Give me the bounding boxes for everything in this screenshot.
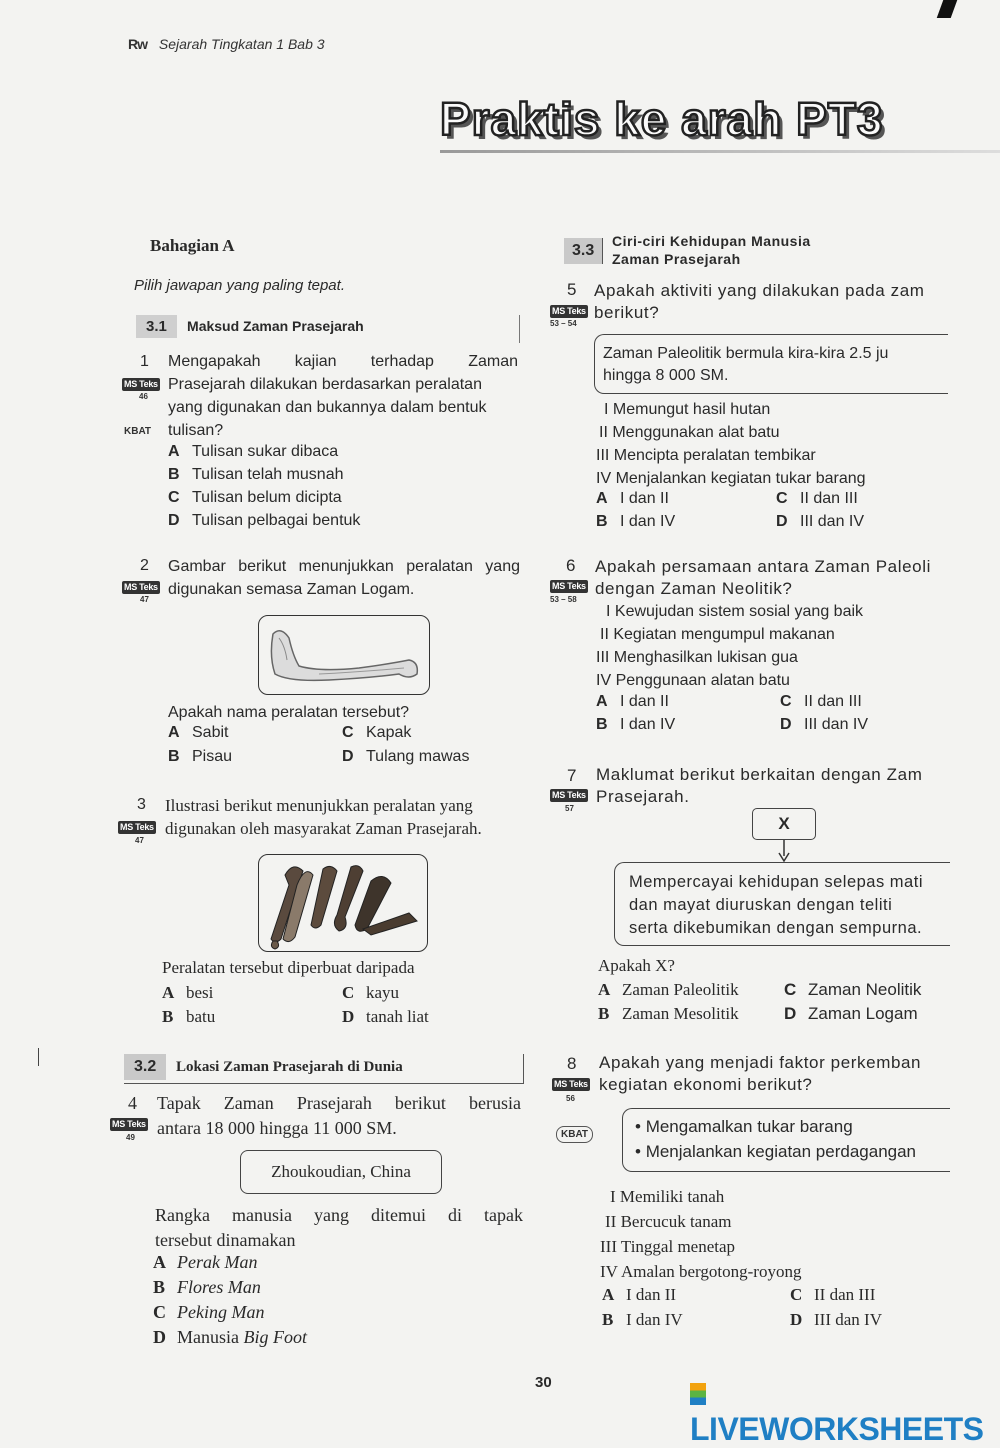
- text-line: Ilustrasi berikut menunjukkan peralatan yang: [165, 796, 473, 815]
- option-letter: D: [776, 513, 788, 530]
- option-letter: B: [168, 466, 180, 483]
- option-text: Zaman Mesolitik: [622, 1004, 739, 1023]
- question-6-text: [595, 556, 955, 600]
- statement: III Tinggal menetap: [600, 1237, 736, 1256]
- option-text: I dan IV: [626, 1310, 683, 1329]
- option-letter: A: [598, 980, 611, 999]
- statement: III Menghasilkan lukisan gua: [596, 649, 798, 666]
- subsection-3-1: [136, 315, 520, 343]
- option-text: Zaman Neolitik: [808, 980, 922, 999]
- question-number: 3: [137, 796, 146, 813]
- option-letter: A: [162, 983, 175, 1002]
- option-d[interactable]: [790, 1310, 882, 1330]
- statement: IV Penggunaan alatan batu: [596, 672, 790, 689]
- stone-tools-icon: [259, 855, 427, 951]
- option-text: I dan II: [626, 1285, 677, 1304]
- option-letter: C: [776, 490, 788, 507]
- option-d[interactable]: [342, 748, 469, 766]
- statement: III Mencipta peralatan tembikar: [596, 447, 816, 464]
- statement: I Memiliki tanah: [610, 1187, 725, 1206]
- question-4-prompt: [155, 1203, 523, 1253]
- option-text: III dan IV: [814, 1310, 882, 1329]
- question-1-text: [168, 350, 518, 442]
- tool-image-frame: [258, 854, 428, 952]
- x-box: X: [752, 808, 816, 840]
- option-text: Zaman Paleolitik: [622, 980, 739, 999]
- text-line: dan mayat diuruskan dengan teliti: [629, 896, 893, 914]
- option-d[interactable]: [342, 1007, 429, 1027]
- subsection-3-3: [564, 232, 884, 270]
- option-text: batu: [186, 1007, 216, 1026]
- option-a[interactable]: [168, 443, 338, 461]
- brand-logo[interactable]: [690, 1374, 1000, 1448]
- option-text: Tulisan pelbagai bentuk: [192, 512, 361, 529]
- page-ref: 46: [139, 392, 148, 401]
- question-number: 7: [567, 766, 577, 785]
- statement: I Kewujudan sistem sosial yang baik: [606, 603, 864, 620]
- question-7-text: [596, 764, 956, 808]
- page-ref: 56: [566, 1094, 575, 1103]
- question-number: 8: [567, 1054, 577, 1073]
- question-number: 1: [140, 353, 149, 370]
- ms-teks-badge: MS Teks: [120, 822, 154, 832]
- margin-mark: [38, 1048, 39, 1066]
- option-letter: D: [342, 748, 354, 765]
- option-letter: C: [342, 983, 355, 1002]
- subsection-number: 3.1: [136, 315, 177, 338]
- question-5-text: [594, 280, 954, 324]
- option-text: I dan IV: [620, 513, 676, 530]
- page-ref: 49: [126, 1133, 135, 1142]
- kbat-badge: KBAT: [556, 1126, 593, 1143]
- option-b[interactable]: [596, 513, 675, 531]
- ms-teks-badge: MS Teks: [552, 581, 586, 591]
- option-text: II dan III: [800, 490, 858, 507]
- question-2-prompt: Apakah nama peralatan tersebut?: [168, 704, 410, 721]
- option-letter: D: [153, 1327, 166, 1347]
- statement: IV Amalan bergotong-royong: [600, 1262, 802, 1281]
- option-text: tanah liat: [366, 1007, 429, 1026]
- option-letter: B: [596, 716, 608, 733]
- liveworksheets-logo-icon: [690, 1383, 706, 1405]
- option-text: Tulisan sukar dibaca: [192, 443, 339, 460]
- instruction: Pilih jawapan yang paling tepat.: [134, 277, 345, 294]
- info-box: [594, 334, 948, 394]
- option-text: I dan II: [620, 490, 669, 507]
- option-text: Big Foot: [243, 1327, 307, 1347]
- text-line: yang digunakan dan bukannya dalam bentuk: [168, 399, 487, 416]
- option-text: III dan IV: [800, 513, 865, 530]
- option-letter: A: [168, 443, 180, 460]
- question-number: 5: [567, 280, 577, 299]
- running-head: [128, 36, 325, 52]
- bullet-item: • Menjalankan kegiatan perdagangan: [635, 1142, 917, 1161]
- option-c[interactable]: [153, 1302, 264, 1323]
- option-b[interactable]: [162, 1007, 215, 1027]
- text-line: Zaman Prasejarah: [612, 251, 741, 267]
- question-8-text: [599, 1052, 959, 1096]
- title-underline: [440, 150, 1000, 153]
- option-text: Tulang mawas: [366, 748, 470, 765]
- option-text: II dan III: [814, 1285, 876, 1304]
- option-letter: D: [168, 512, 180, 529]
- option-text-prefix: Manusia: [177, 1327, 244, 1347]
- text-line: Apakah yang menjadi faktor perkemban: [599, 1053, 922, 1072]
- option-b[interactable]: [168, 748, 232, 766]
- question-4-text: [157, 1091, 521, 1141]
- corner-mark: [937, 0, 958, 18]
- text-line: digunakan oleh masyarakat Zaman Prasejarah.: [165, 819, 482, 838]
- option-letter: D: [780, 716, 792, 733]
- option-d[interactable]: [780, 716, 868, 734]
- option-d[interactable]: [784, 1004, 918, 1024]
- text-line: tulisan?: [168, 422, 224, 439]
- option-d[interactable]: [776, 513, 864, 531]
- option-a[interactable]: [168, 724, 228, 742]
- bullet-item: • Mengamalkan tukar barang: [635, 1117, 853, 1136]
- option-text: kayu: [366, 983, 400, 1002]
- text-line: Apakah aktiviti yang dilakukan pada zam: [594, 281, 925, 300]
- option-letter: B: [596, 513, 608, 530]
- option-letter: B: [168, 748, 180, 765]
- statements-list: [596, 600, 863, 692]
- text-line: Mempercayai kehidupan selepas mati: [629, 873, 923, 891]
- option-a[interactable]: [598, 980, 739, 1000]
- option-letter: A: [168, 724, 180, 741]
- option-d[interactable]: [153, 1327, 307, 1348]
- tool-image-frame: [258, 615, 430, 695]
- option-text: Peking Man: [177, 1302, 265, 1322]
- option-letter: A: [153, 1252, 166, 1272]
- bullet-text: Mengamalkan tukar barang: [645, 1117, 853, 1136]
- option-letter: A: [596, 490, 608, 507]
- subsection-label: Maksud Zaman Prasejarah: [187, 318, 364, 334]
- option-b[interactable]: [602, 1310, 683, 1330]
- question-number: 2: [140, 557, 149, 574]
- option-c[interactable]: [790, 1285, 875, 1305]
- option-letter: B: [153, 1277, 166, 1297]
- option-a[interactable]: [596, 693, 669, 711]
- option-c[interactable]: [168, 489, 342, 507]
- subsection-number: 3.3: [564, 238, 603, 264]
- option-d[interactable]: [168, 512, 360, 530]
- option-c[interactable]: [780, 693, 862, 711]
- statement: II Menggunakan alat batu: [599, 424, 780, 441]
- option-letter: C: [790, 1285, 803, 1304]
- option-b[interactable]: [596, 716, 675, 734]
- subsection-label: Lokasi Zaman Prasejarah di Dunia: [176, 1059, 403, 1075]
- ms-teks-badge: MS Teks: [124, 582, 158, 592]
- option-a[interactable]: [153, 1252, 257, 1273]
- option-letter: D: [342, 1007, 355, 1026]
- question-2-text: [168, 555, 520, 601]
- subsection-number: 3.2: [124, 1054, 166, 1080]
- option-b[interactable]: [153, 1277, 261, 1298]
- option-letter: C: [780, 693, 792, 710]
- option-text: I dan IV: [620, 716, 676, 733]
- text-line: Zaman Paleolitik bermula kira-kira 2.5 ju: [603, 345, 889, 362]
- ms-teks-badge: MS Teks: [552, 790, 586, 800]
- option-text: III dan IV: [804, 716, 869, 733]
- text-line: dengan Zaman Neolitik?: [595, 579, 793, 598]
- option-text: I dan II: [620, 693, 669, 710]
- option-letter: A: [602, 1285, 615, 1304]
- question-3-prompt: Peralatan tersebut diperbuat daripada: [162, 958, 415, 977]
- option-c[interactable]: [342, 983, 399, 1003]
- option-letter: B: [598, 1004, 610, 1023]
- ms-teks-badge: MS Teks: [554, 1079, 588, 1089]
- text-line: Prasejarah dilakukan berdasarkan peralatan: [168, 376, 482, 393]
- option-letter: C: [168, 489, 180, 506]
- option-letter: B: [602, 1310, 614, 1329]
- ms-teks-badge: MS Teks: [552, 306, 586, 316]
- option-text: Pisau: [192, 748, 233, 765]
- option-a[interactable]: [162, 983, 213, 1003]
- option-text: Tulisan telah musnah: [192, 466, 344, 483]
- site-box: Zhoukoudian, China: [240, 1150, 442, 1194]
- text-line: digunakan semasa Zaman Logam.: [168, 581, 415, 598]
- page-title: Praktis ke arah PT3: [440, 93, 884, 145]
- ms-teks-badge: MS Teks: [124, 379, 158, 389]
- bullet-text: Menjalankan kegiatan perdagangan: [645, 1142, 917, 1161]
- text-line: serta dikebumikan dengan sempurna.: [629, 919, 923, 937]
- ms-teks-badge: MS Teks: [112, 1119, 146, 1129]
- text-line: Prasejarah.: [596, 787, 690, 806]
- option-b[interactable]: [168, 466, 344, 484]
- statements-list: [600, 1184, 801, 1284]
- statement: II Bercucuk tanam: [605, 1212, 732, 1231]
- option-c[interactable]: [342, 724, 411, 742]
- subsection-label: [612, 232, 811, 268]
- section-heading: Bahagian A: [150, 236, 235, 255]
- text-line: Maklumat berikut berkaitan dengan Zam: [596, 765, 923, 784]
- text-line: kegiatan ekonomi berikut?: [599, 1075, 813, 1094]
- statement: I Memungut hasil hutan: [604, 401, 771, 418]
- option-letter: D: [784, 1004, 797, 1023]
- statements-list: [596, 398, 866, 490]
- statement: IV Menjalankan kegiatan tukar barang: [596, 470, 866, 487]
- option-letter: C: [784, 980, 797, 999]
- running-head-text: Sejarah Tingkatan 1 Bab 3: [158, 36, 325, 52]
- text-line: Ciri-ciri Kehidupan Manusia: [612, 233, 811, 249]
- page-ref: 47: [140, 595, 149, 604]
- option-text: besi: [186, 983, 214, 1002]
- option-a[interactable]: [596, 490, 669, 508]
- brand-text: LIVEWORKSHEETS: [690, 1411, 984, 1447]
- option-letter: C: [342, 724, 354, 741]
- text-line: Rangka manusia yang ditemui di tapak: [155, 1205, 523, 1225]
- option-text: Perak Man: [177, 1252, 258, 1272]
- question-number: 6: [566, 556, 576, 575]
- option-b[interactable]: [598, 1004, 739, 1024]
- option-c[interactable]: [776, 490, 858, 508]
- page-ref: 47: [135, 836, 144, 845]
- option-text: Tulisan belum dicipta: [192, 489, 342, 506]
- page-ref: 53 – 54: [550, 319, 577, 328]
- text-line: Mengapakah kajian terhadap Zaman: [168, 353, 518, 370]
- page-ref: 53 – 58: [550, 595, 577, 604]
- page-ref: 57: [565, 804, 574, 813]
- kbat-badge: KBAT: [124, 426, 152, 437]
- option-letter: B: [162, 1007, 174, 1026]
- option-letter: A: [596, 693, 608, 710]
- bone-tool-icon: [259, 616, 429, 694]
- series-logo: Rw: [128, 36, 147, 52]
- question-7-prompt: Apakah X?: [598, 956, 675, 975]
- option-text: Kapak: [366, 724, 412, 741]
- option-letter: C: [153, 1302, 166, 1322]
- option-text: II dan III: [804, 693, 862, 710]
- option-text: Sabit: [192, 724, 229, 741]
- option-text: Zaman Logam: [808, 1004, 918, 1023]
- subsection-3-2: [124, 1054, 524, 1084]
- option-text: Flores Man: [177, 1277, 261, 1297]
- option-a[interactable]: [602, 1285, 676, 1305]
- text-line: berikut?: [594, 303, 660, 322]
- question-3-text: [165, 794, 482, 840]
- info-box: [614, 862, 950, 946]
- text-line: tersebut dinamakan: [155, 1230, 296, 1250]
- question-number: 4: [128, 1093, 137, 1113]
- page-number: 30: [535, 1374, 552, 1391]
- text-line: antara 18 000 hingga 11 000 SM.: [157, 1118, 397, 1138]
- text-line: Apakah persamaan antara Zaman Paleoli: [595, 557, 931, 576]
- arrow-down-icon: [776, 840, 792, 862]
- text-line: Tapak Zaman Prasejarah berikut berusia: [157, 1093, 521, 1113]
- option-c[interactable]: [784, 980, 921, 1000]
- text-line: Gambar berikut menunjukkan peralatan yang: [168, 558, 520, 575]
- bullet-box: [622, 1108, 950, 1172]
- option-letter: D: [790, 1310, 803, 1329]
- statement: II Kegiatan mengumpul makanan: [600, 626, 835, 643]
- text-line: hingga 8 000 SM.: [603, 367, 729, 384]
